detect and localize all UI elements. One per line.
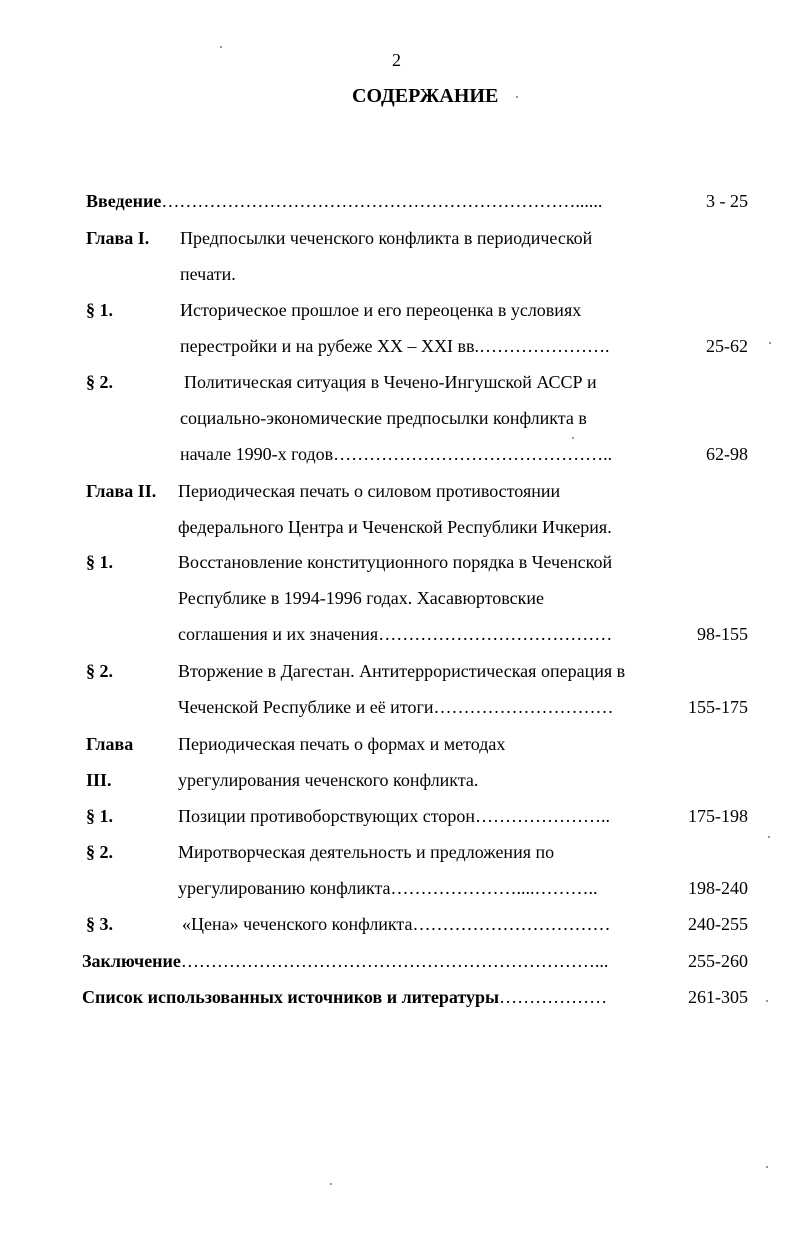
toc-label: § 1. [86, 300, 113, 320]
toc-title-line: соглашения и их значения………………………………… [178, 624, 613, 644]
toc-page-range: 198-240 [688, 878, 748, 898]
scan-speck [330, 1183, 332, 1185]
toc-title-line: Предпосылки чеченского конфликта в периодической [180, 228, 593, 248]
toc-label: § 3. [86, 914, 113, 934]
toc-page-range: 3 - 25 [706, 191, 748, 211]
toc-page-range: 261-305 [688, 987, 748, 1007]
toc-title-line: урегулирования чеченского конфликта. [178, 770, 479, 790]
toc-title-line: Восстановление конституционного порядка в Чеченской [178, 552, 613, 572]
scan-speck [516, 96, 518, 98]
scan-speck [220, 46, 222, 48]
toc-title-line: Позиции противоборствующих сторон………………….. [178, 806, 610, 826]
scan-speck [768, 836, 770, 838]
toc-title-line: федерального Центра и Чеченской Республики Ичкерия. [178, 517, 612, 537]
toc-label: Глава [86, 734, 134, 754]
toc-title-line: Периодическая печать о силовом противостоянии [178, 481, 561, 501]
toc-title-line: Историческое прошлое и его переоценка в условиях [180, 300, 582, 320]
toc-title-line: Политическая ситуация в Чечено-Ингушской АССР и [184, 372, 597, 392]
toc-title-line: Периодическая печать о формах и методах [178, 734, 506, 754]
toc-leader-dots: ……………………………………………………………... [180, 951, 609, 971]
toc-label: Введение [86, 191, 162, 211]
scan-speck [766, 1166, 768, 1168]
toc-page-range: 62-98 [706, 444, 748, 464]
scan-speck [766, 1000, 768, 1002]
toc-label: Глава I. [86, 228, 150, 248]
toc-label: § 2. [86, 661, 113, 681]
toc-page-range: 255-260 [688, 951, 748, 971]
toc-title-line: начале 1990-х годов……………………………………….. [180, 444, 613, 464]
toc-leader-dots: ……………… [499, 987, 608, 1007]
toc-title-line: социально-экономические предпосылки конфликта в [180, 408, 587, 428]
toc-title-line: урегулированию конфликта…………………....……….. [178, 878, 598, 898]
toc-leader-dots: ……………………………………………………………...... [161, 191, 603, 211]
toc-title-line: Чеченской Республике и её итоги………………………… [178, 697, 614, 717]
toc-label: Глава II. [86, 481, 157, 501]
toc-label: § 1. [86, 552, 113, 572]
toc-label: Список использованных источников и литературы [82, 987, 500, 1007]
toc-label: § 2. [86, 372, 113, 392]
toc-page-range: 240-255 [688, 914, 748, 934]
toc-title-line: Миротворческая деятельность и предложения по [178, 842, 555, 862]
toc-title-line: «Цена» чеченского конфликта…………………………… [182, 914, 611, 934]
toc-title-line: Вторжение в Дагестан. Антитеррористическая операция в [178, 661, 626, 681]
toc-label: Заключение [82, 951, 181, 971]
toc-page-range: 175-198 [688, 806, 748, 826]
toc-page-range: 155-175 [688, 697, 748, 717]
toc-label: III. [86, 770, 112, 790]
toc-title-line: перестройки и на рубеже XX – XXI вв.…………………. [180, 336, 610, 356]
page-number: 2 [392, 50, 401, 70]
toc-title-line: Республике в 1994-1996 годах. Хасавюртовские [178, 588, 545, 608]
toc-page-range: 98-155 [697, 624, 748, 644]
toc-label: § 2. [86, 842, 113, 862]
toc-page-range: 25-62 [706, 336, 748, 356]
toc-label: § 1. [86, 806, 113, 826]
page-title: СОДЕРЖАНИЕ [352, 85, 499, 107]
scan-speck [572, 437, 574, 439]
toc-title-line: печати. [180, 264, 236, 284]
scan-speck [769, 342, 771, 344]
